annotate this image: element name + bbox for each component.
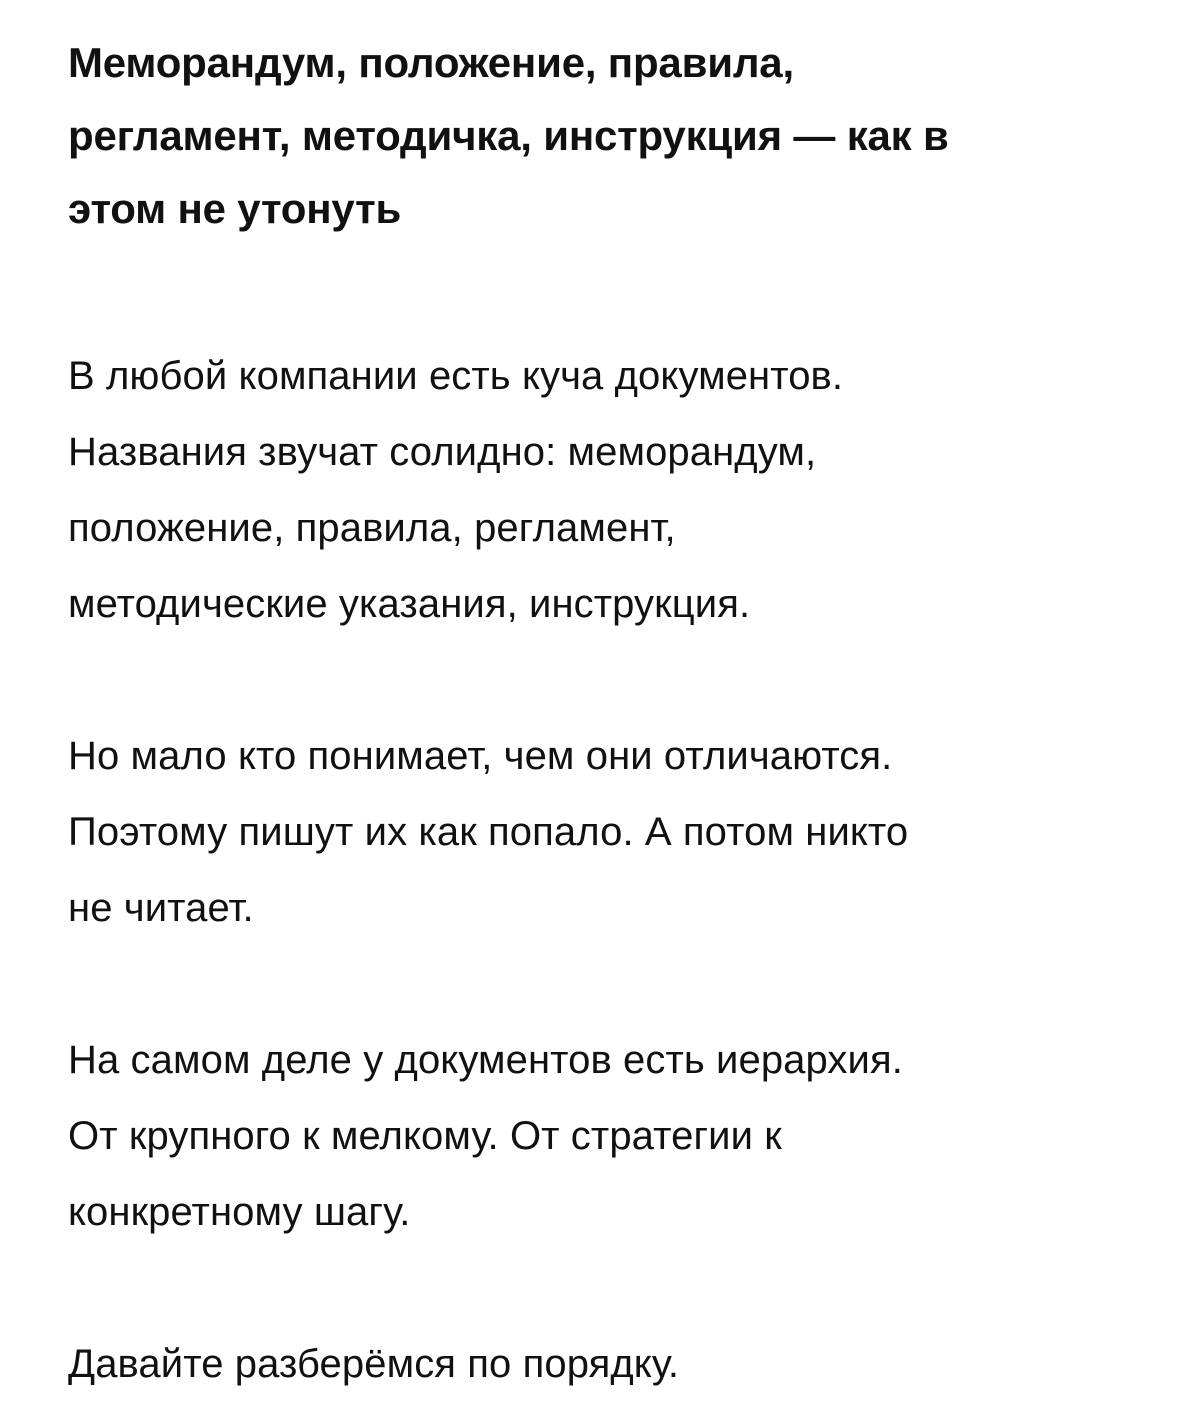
paragraph-intro [68, 338, 1138, 642]
paragraph-problem [68, 718, 1138, 946]
paragraph-line: В любой компании есть куча документов. [68, 354, 844, 398]
paragraph-line: Давайте разберёмся по порядку. [68, 1342, 680, 1386]
paragraph-line: Поэтому пишут их как попало. А потом никто [68, 810, 909, 854]
paragraph-closing [68, 1326, 1138, 1402]
title-line: регламент, методичка, инструкция — как в [68, 112, 949, 159]
paragraph-hierarchy [68, 1022, 1138, 1250]
paragraph-line: От крупного к мелкому. От стратегии к [68, 1114, 782, 1158]
title-line: Меморандум, положение, правила, [68, 39, 794, 86]
paragraph-line: На самом деле у документов есть иерархия. [68, 1038, 903, 1082]
article-title [68, 26, 1138, 245]
paragraph-line: не читает. [68, 886, 254, 930]
article [68, 26, 1138, 1402]
paragraph-line: положение, правила, регламент, [68, 506, 676, 550]
paragraph-line: конкретному шагу. [68, 1190, 411, 1234]
paragraph-line: Названия звучат солидно: меморандум, [68, 430, 817, 474]
title-line: этом не утонуть [68, 185, 402, 232]
paragraph-line: методические указания, инструкция. [68, 582, 751, 626]
paragraph-line: Но мало кто понимает, чем они отличаются. [68, 734, 893, 778]
